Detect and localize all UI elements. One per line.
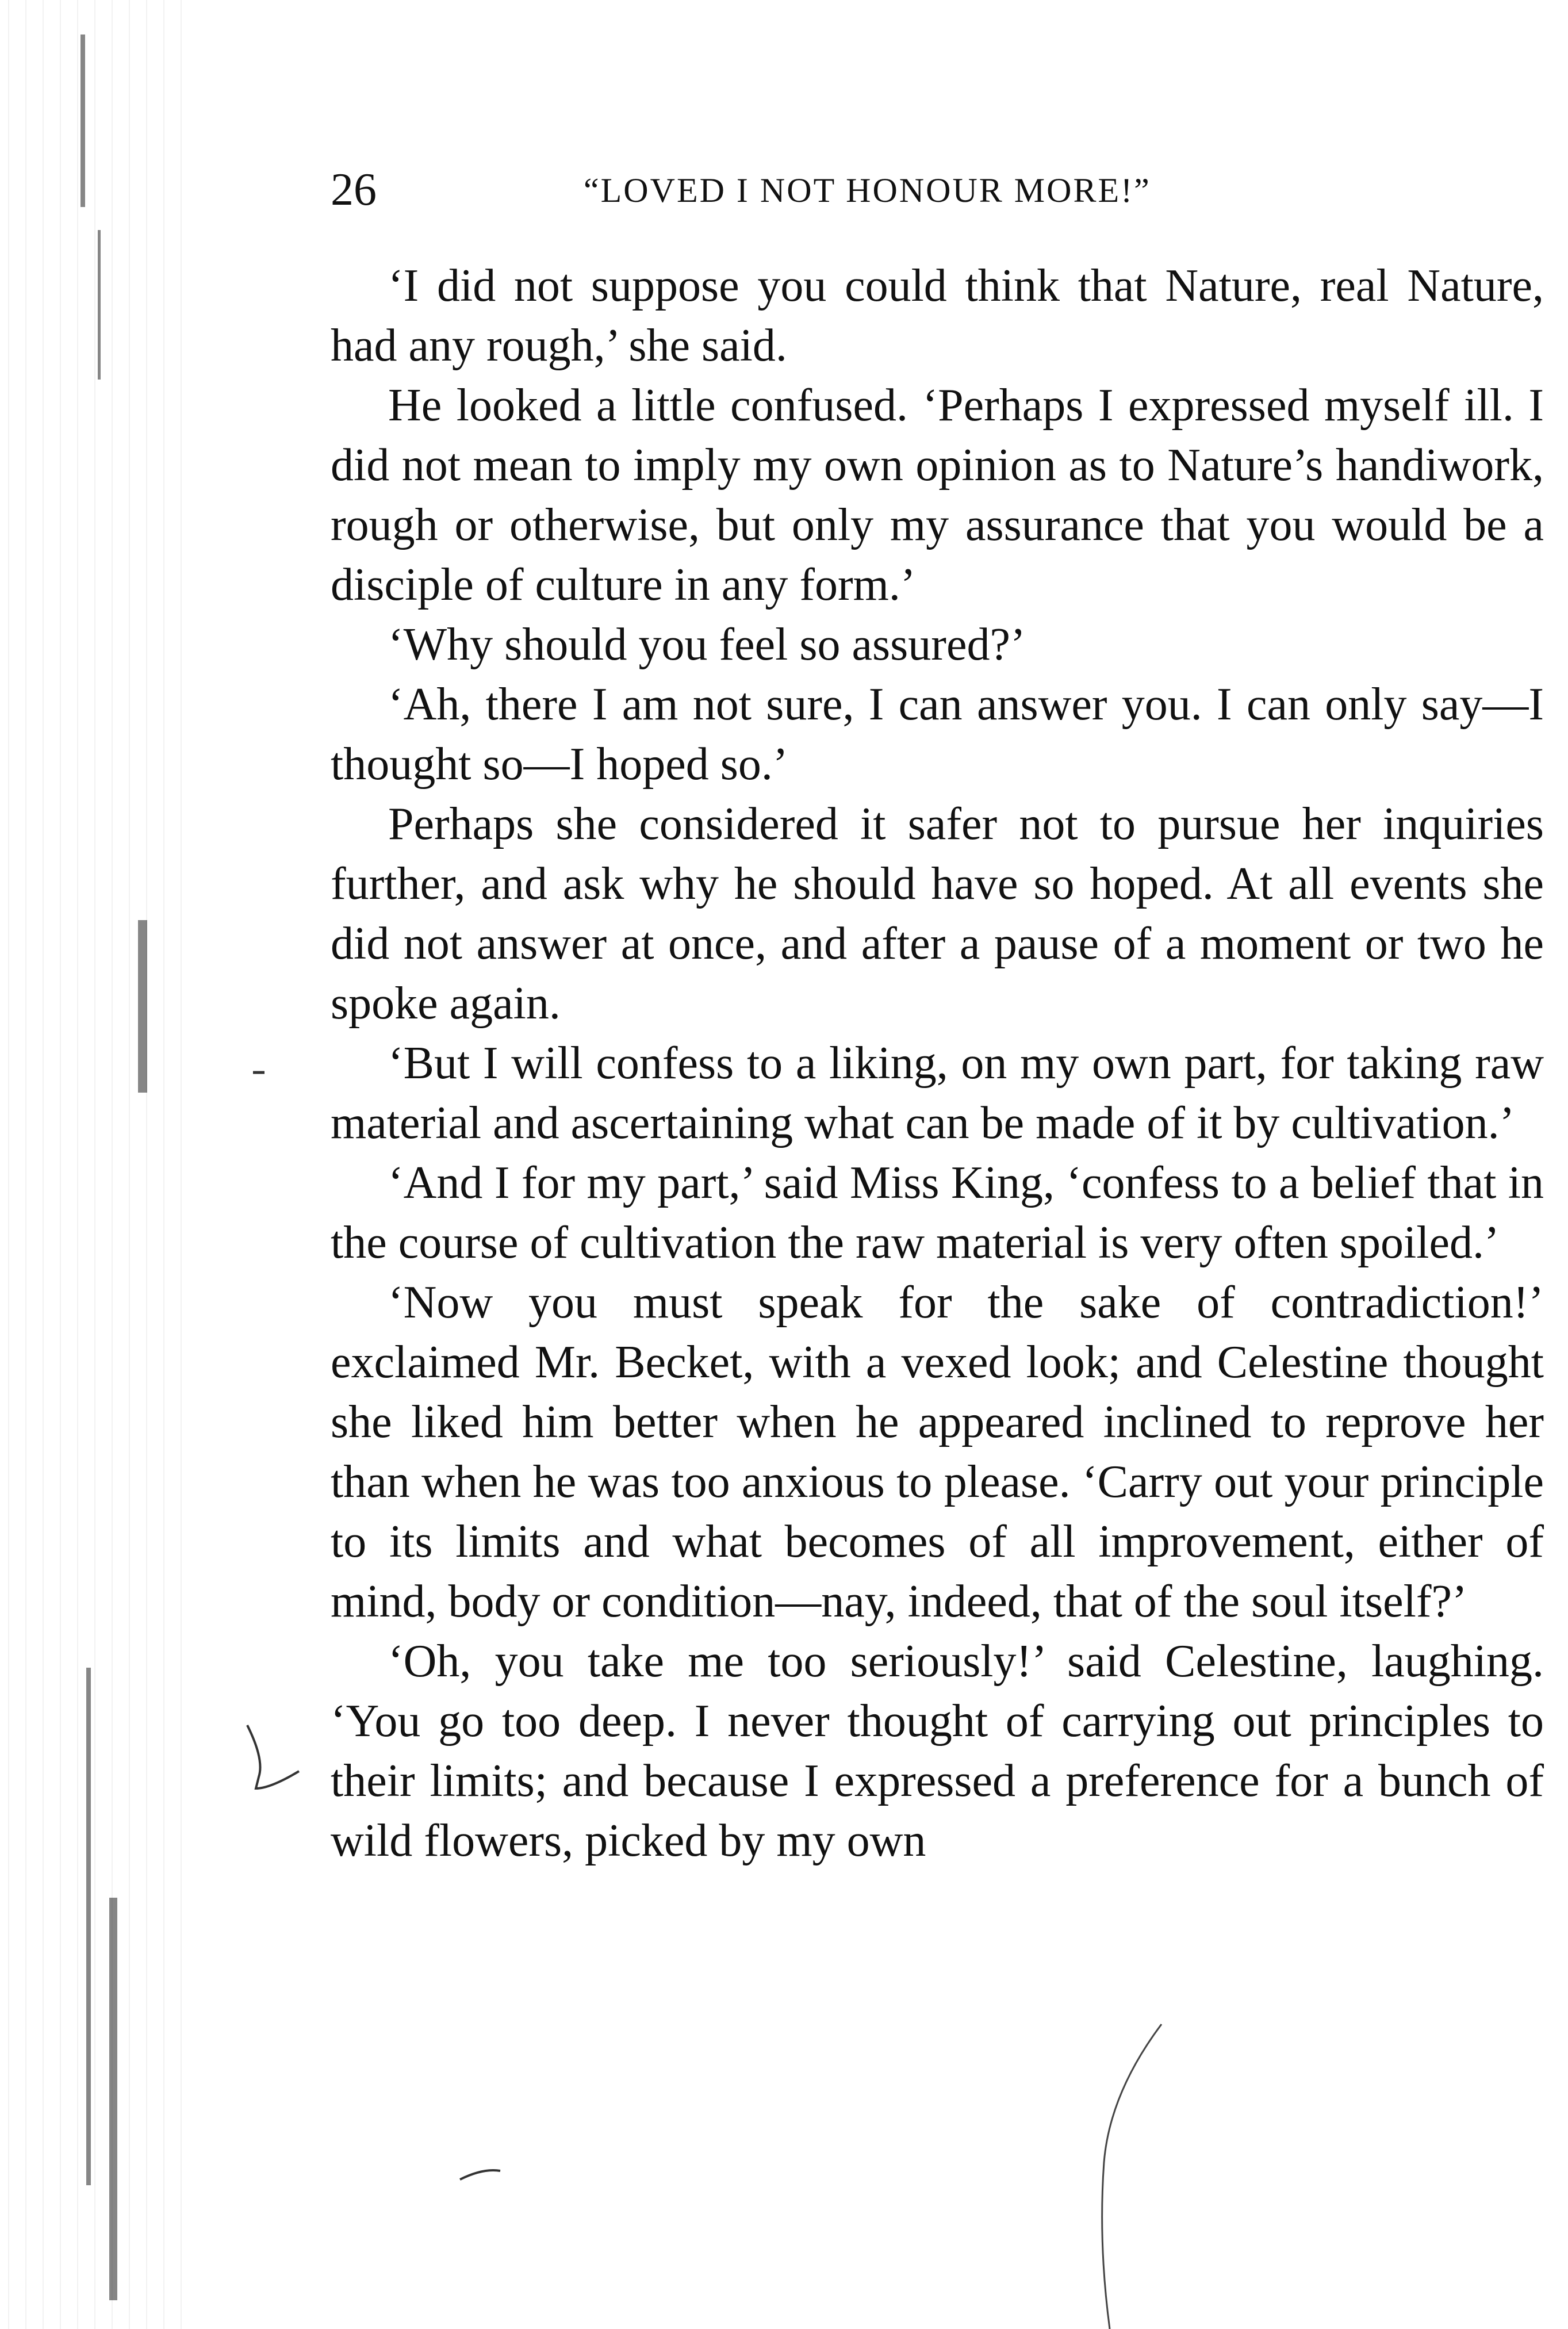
paragraph: ‘Ah, there I am not sure, I can answer you. I can only say—I thought so—I hoped so.’ <box>331 679 1544 790</box>
paragraph: ‘Now you must speak for the sake of contradiction!’ exclaimed Mr. Becket, with a vexed look; and Celestine thought she liked him better when he appeared inclined to reprove her than when he was too anxious to please. ‘Carry out your principle to its limits and what becomes of all improvement, either of mind, body or condition—nay, indeed, that of the soul itself?’ <box>331 1277 1544 1627</box>
paragraph: He looked a little confused. ‘Perhaps I expressed myself ill. I did not mean to imply my own opinion as to Nature’s handiwork, rough or otherwise, but only my assurance that you would be a disciple of culture in any form.’ <box>331 380 1544 610</box>
paragraph: ‘Oh, you take me too seriously!’ said Celestine, laughing. ‘You go too deep. I never thought of carrying out principles to their limits; and because I expressed a preference for a bunch of wild flowers, picked by my own <box>331 1636 1544 1866</box>
paragraph: ‘Why should you feel so assured?’ <box>388 619 1026 670</box>
bottom-pencil-stroke <box>1102 2024 1161 2329</box>
page-number: 26 <box>331 164 377 215</box>
margin-pencil-mark <box>247 1725 299 1788</box>
scanned-page-gutter <box>0 0 190 2329</box>
paragraph: ‘And I for my part,’ said Miss King, ‘confess to a belief that in the course of cultivation the raw material is very often spoiled.’ <box>331 1158 1544 1268</box>
running-head <box>331 164 1538 227</box>
body-text <box>331 256 1544 1871</box>
bottom-dash-mark <box>460 2170 500 2179</box>
paragraph: Perhaps she considered it safer not to pursue her inquiries further, and ask why he should have so hoped. At all events she did not answer at once, and after a pause of a moment or two he spoke again. <box>331 799 1544 1029</box>
paragraph: ‘But I will confess to a liking, on my own part, for taking raw material and ascertaining what can be made of it by cultivation.’ <box>331 1038 1544 1148</box>
paragraph: ‘I did not suppose you could think that Nature, real Nature, had any rough,’ she said. <box>331 261 1544 371</box>
running-title: “LOVED I NOT HONOUR MORE!” <box>584 171 1151 209</box>
